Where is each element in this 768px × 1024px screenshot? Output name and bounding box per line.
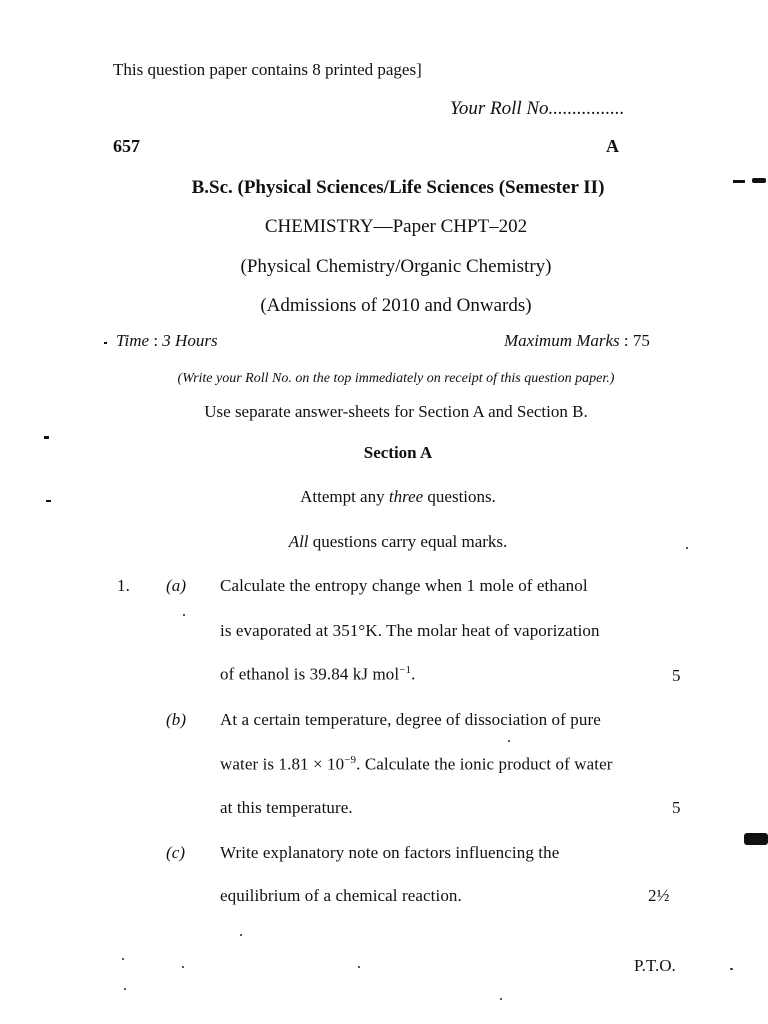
part-a-line-3: of ethanol is 39.84 kJ mol$^{-1}$. (220, 664, 416, 684)
part-b-line-1: At a certain temperature, degree of dissociation of pure (220, 710, 601, 729)
scan-mark (733, 180, 745, 183)
part-label-a: (a) (166, 576, 187, 595)
answer-sheet-instruction: Use separate answer-sheets for Section A and Section B. (204, 402, 588, 421)
scan-speck (500, 998, 502, 1000)
scan-speck (730, 968, 733, 970)
scan-mark (744, 833, 768, 845)
part-b-line-2: water is $1.81 \times 10^{-9}$. Calculate the ionic product of water (220, 754, 613, 774)
part-b-marks: 5 (672, 798, 681, 817)
scan-speck (44, 436, 49, 439)
scan-speck (46, 500, 51, 502)
scan-speck (508, 740, 510, 742)
subject-title: (Physical Chemistry/Organic Chemistry) (240, 256, 552, 277)
equal-marks-instruction: All questions carry equal marks. (288, 532, 508, 551)
part-c-line-1: Write explanatory note on factors influencing the (220, 843, 560, 862)
paper-code: 657 (113, 136, 140, 156)
scan-speck (183, 614, 185, 616)
admissions-note: (Admissions of 2010 and Onwards) (260, 295, 532, 316)
scan-speck (122, 958, 124, 960)
scan-speck (104, 342, 107, 344)
scan-speck (124, 988, 126, 990)
part-b-line-3: at this temperature. (220, 798, 353, 817)
please-turn-over: P.T.O. (634, 956, 676, 975)
roll-number-field: Your Roll No................ (450, 98, 625, 119)
roll-instruction: (Write your Roll No. on the top immediately on receipt of this question paper.) (177, 371, 615, 386)
scan-speck (182, 966, 184, 968)
question-number: 1. (117, 576, 130, 595)
scan-speck (358, 966, 360, 968)
paper-title: CHEMISTRY—Paper CHPT–202 (264, 216, 528, 237)
attempt-instruction: Attempt any three questions. (300, 487, 496, 506)
part-c-line-2: equilibrium of a chemical reaction. (220, 886, 462, 905)
scan-speck (240, 934, 242, 936)
part-label-c: (c) (166, 843, 186, 862)
pages-note: This question paper contains 8 printed pages] (113, 60, 422, 79)
course-title: B.Sc. (Physical Sciences/Life Sciences (Semester II) (191, 177, 605, 198)
scan-mark (752, 178, 766, 183)
maximum-marks: Maximum Marks : 75 (504, 331, 650, 350)
part-a-line-1: Calculate the entropy change when 1 mole of ethanol (220, 576, 588, 595)
paper-set: A (606, 136, 619, 156)
part-a-line-2: is evaporated at 351°K. The molar heat of vaporization (220, 621, 600, 640)
part-c-marks: 2½ (648, 886, 670, 905)
part-label-b: (b) (166, 710, 187, 729)
time-allowed: Time : 3 Hours (116, 331, 218, 350)
part-a-marks: 5 (672, 666, 681, 685)
scan-speck (686, 547, 688, 549)
section-heading: Section A (363, 443, 433, 462)
